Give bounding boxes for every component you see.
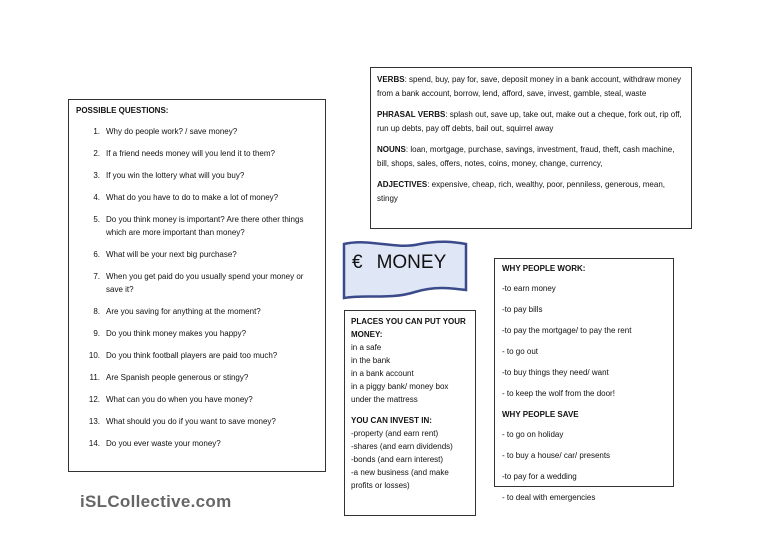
- banner-title: [352, 252, 446, 274]
- question-item: 4. What do you have to do to make a lot of money?: [93, 193, 279, 202]
- list-item: in the bank: [351, 356, 391, 365]
- question-item: 2. If a friend needs money will you lend it to them?: [93, 149, 275, 158]
- questions-list: [76, 125, 319, 450]
- question-item: 13. What should you do if you want to save money?: [88, 417, 276, 426]
- vocabulary-box: [370, 67, 692, 229]
- list-item: -shares (and earn dividends): [351, 442, 453, 451]
- question-item: 1. Why do people work? / save money?: [93, 127, 238, 136]
- list-item: under the mattress: [351, 395, 418, 404]
- places-box: [344, 310, 476, 516]
- list-item: -a new business (and make profits or losses): [351, 468, 449, 490]
- question-item: 7. When you get paid do you usually spend your money or save it?: [93, 272, 304, 294]
- adjectives-entry: ADJECTIVES: expensive, cheap, rich, wealthy, poor, penniless, generous, mean, stingy: [377, 180, 666, 203]
- money-heading: MONEY: [376, 252, 447, 273]
- why-work-title: WHY PEOPLE WORK:: [502, 264, 586, 273]
- question-item: 8. Are you saving for anything at the moment?: [93, 307, 261, 316]
- list-item: - to go on holiday: [502, 430, 564, 439]
- question-item: 14. Do you ever waste your money?: [88, 439, 221, 448]
- list-item: -property (and earn rent): [351, 429, 439, 438]
- list-item: -to buy things they need/ want: [502, 368, 609, 377]
- list-item: -to earn money: [502, 284, 556, 293]
- questions-box: [68, 99, 326, 472]
- spacer: [351, 406, 469, 414]
- question-item: 6. What will be your next big purchase?: [93, 250, 237, 259]
- places-title: PLACES YOU CAN PUT YOUR MONEY:: [351, 317, 466, 339]
- list-item: -to pay for a wedding: [502, 472, 577, 481]
- list-item: - to deal with emergencies: [502, 493, 596, 502]
- list-item: - to buy a house/ car/ presents: [502, 451, 611, 460]
- nouns-entry: NOUNS: loan, mortgage, purchase, savings, investment, fraud, theft, cash machine, bill, shops, sales, offers, notes, coins, money, change, currency,: [377, 145, 675, 168]
- question-item: 11. Are Spanish people generous or stingy?: [89, 373, 249, 382]
- list-item: - to go out: [502, 347, 539, 356]
- verbs-entry: VERBS: spend, buy, pay for, save, deposit money in a bank account, withdraw money from a bank account, borrow, lend, afford, save, invest, gamble, steal, waste: [377, 75, 682, 98]
- invest-title: YOU CAN INVEST IN:: [351, 416, 432, 425]
- list-item: -bonds (and earn interest): [351, 455, 444, 464]
- question-item: 12. What can you do when you have money?: [88, 395, 253, 404]
- list-item: - to keep the wolf from the door!: [502, 389, 615, 398]
- list-item: -to pay bills: [502, 305, 543, 314]
- list-item: in a piggy bank/ money box: [351, 382, 449, 391]
- question-item: 5. Do you think money is important? Are there other things which are more important than money?: [93, 215, 304, 237]
- questions-title: POSSIBLE QUESTIONS:: [76, 106, 169, 115]
- why-save-title: WHY PEOPLE SAVE: [502, 410, 579, 419]
- question-item: 9. Do you think money makes you happy?: [93, 329, 247, 338]
- question-item: 3. If you win the lottery what will you buy?: [93, 171, 245, 180]
- footer-brand: iSLCollective.com: [80, 492, 232, 511]
- why-box: [494, 258, 674, 502]
- list-item: in a bank account: [351, 369, 414, 378]
- money-banner: [340, 238, 470, 304]
- list-item: in a safe: [351, 343, 382, 352]
- euro-symbol: €: [352, 252, 363, 273]
- list-item: -to pay the mortgage/ to pay the rent: [502, 326, 632, 335]
- phrasal-verbs-entry: PHRASAL VERBS: splash out, save up, take out, make out a cheque, fork out, rip off, run up debts, pay off debts, bail out, squirrel away: [377, 110, 682, 133]
- question-item: 10. Do you think football players are paid too much?: [88, 351, 278, 360]
